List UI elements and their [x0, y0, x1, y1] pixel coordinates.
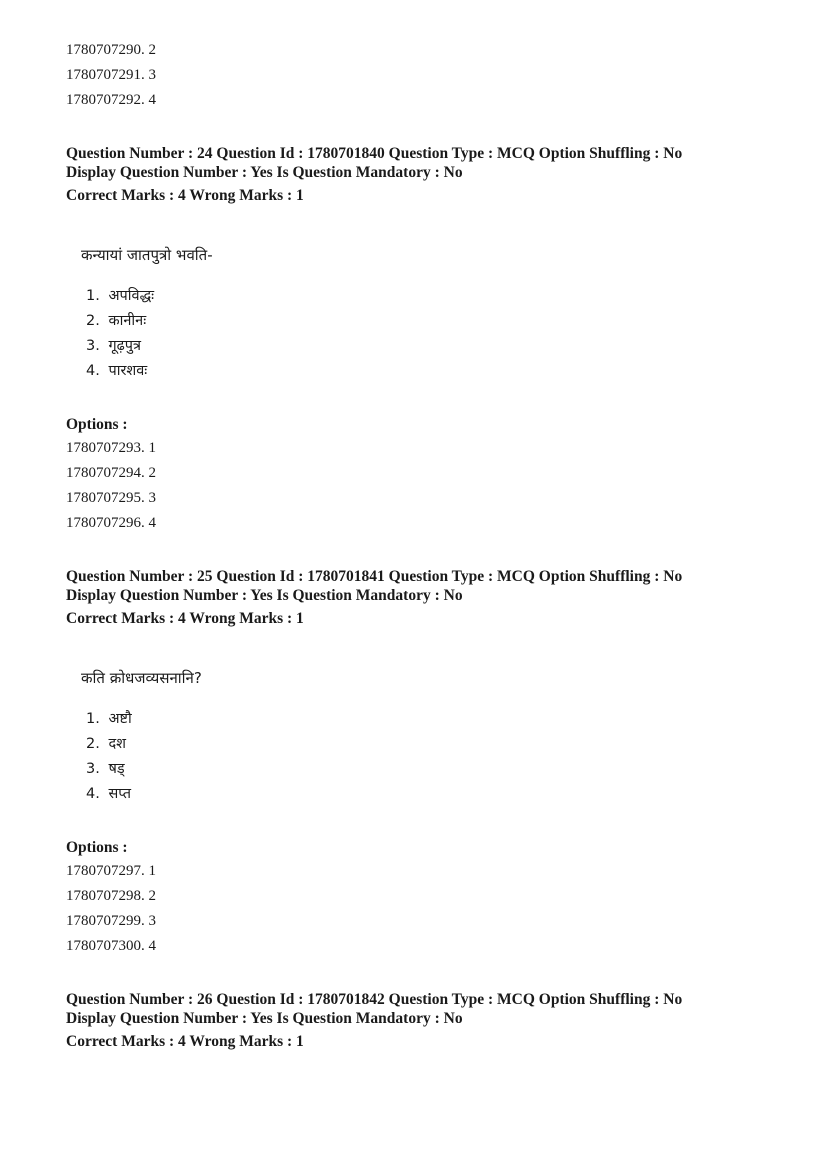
choice-item	[86, 784, 131, 804]
question-header-2: Display Question Number : Yes Is Question Mandatory : No	[66, 587, 463, 604]
choice-number: 2.	[86, 736, 100, 752]
option-number: 4	[148, 515, 156, 531]
option-id: 1780707298.	[66, 888, 145, 904]
option-row	[66, 887, 156, 905]
option-row	[66, 91, 156, 109]
choice-text: सप्त	[108, 786, 131, 802]
question-marks: Correct Marks : 4 Wrong Marks : 1	[66, 610, 304, 627]
option-id: 1780707295.	[66, 490, 145, 506]
option-row	[66, 66, 156, 84]
option-number: 4	[148, 938, 156, 954]
option-id: 1780707290.	[66, 42, 145, 58]
choice-number: 3.	[86, 761, 100, 777]
option-row	[66, 912, 156, 930]
choice-number: 4.	[86, 786, 100, 802]
option-number: 2	[148, 465, 156, 481]
choice-item	[86, 311, 146, 331]
question-marks: Correct Marks : 4 Wrong Marks : 1	[66, 1033, 304, 1050]
option-number: 2	[148, 888, 156, 904]
option-number: 1	[148, 440, 156, 456]
option-number: 2	[148, 42, 156, 58]
option-id: 1780707300.	[66, 938, 145, 954]
choice-item	[86, 759, 125, 779]
choice-number: 3.	[86, 338, 100, 354]
option-row	[66, 439, 156, 457]
option-number: 3	[148, 913, 156, 929]
question-header-2: Display Question Number : Yes Is Question Mandatory : No	[66, 1010, 463, 1027]
question-header: Question Number : 26 Question Id : 1780701842 Question Type : MCQ Option Shuffling : No	[66, 991, 683, 1008]
options-label: Options :	[66, 416, 128, 433]
choice-item	[86, 734, 126, 754]
option-number: 3	[148, 490, 156, 506]
option-row	[66, 862, 156, 880]
option-row	[66, 41, 156, 59]
option-id: 1780707297.	[66, 863, 145, 879]
choice-text: पारशवः	[108, 363, 148, 379]
option-id: 1780707296.	[66, 515, 145, 531]
choice-text: अष्टौ	[108, 711, 132, 727]
option-row	[66, 464, 156, 482]
choice-text: अपविद्धः	[108, 288, 155, 304]
choice-text: षड्	[108, 761, 125, 777]
option-number: 1	[148, 863, 156, 879]
question-marks: Correct Marks : 4 Wrong Marks : 1	[66, 187, 304, 204]
choice-item	[86, 709, 132, 729]
option-id: 1780707291.	[66, 67, 145, 83]
question-header: Question Number : 24 Question Id : 1780701840 Question Type : MCQ Option Shuffling : No	[66, 145, 683, 162]
question-header: Question Number : 25 Question Id : 1780701841 Question Type : MCQ Option Shuffling : No	[66, 568, 683, 585]
option-row	[66, 489, 156, 507]
choice-number: 1.	[86, 711, 100, 727]
choice-item	[86, 361, 147, 381]
option-id: 1780707299.	[66, 913, 145, 929]
choice-text: दश	[108, 736, 127, 752]
choice-item	[86, 336, 141, 356]
option-row	[66, 514, 156, 532]
choice-text: कानीनः	[108, 313, 147, 329]
option-number: 4	[148, 92, 156, 108]
choice-number: 2.	[86, 313, 100, 329]
question-text: कति क्रोधजव्यसनानि?	[81, 669, 202, 687]
choice-number: 1.	[86, 288, 100, 304]
option-id: 1780707293.	[66, 440, 145, 456]
question-header-2: Display Question Number : Yes Is Question Mandatory : No	[66, 164, 463, 181]
option-row	[66, 937, 156, 955]
question-text: कन्यायां जातपुत्रो भवति-	[81, 246, 213, 264]
option-id: 1780707292.	[66, 92, 145, 108]
choice-item	[86, 286, 154, 306]
option-id: 1780707294.	[66, 465, 145, 481]
option-number: 3	[148, 67, 156, 83]
choice-text: गूढ़पुत्र	[108, 338, 142, 354]
choice-number: 4.	[86, 363, 100, 379]
options-label: Options :	[66, 839, 128, 856]
